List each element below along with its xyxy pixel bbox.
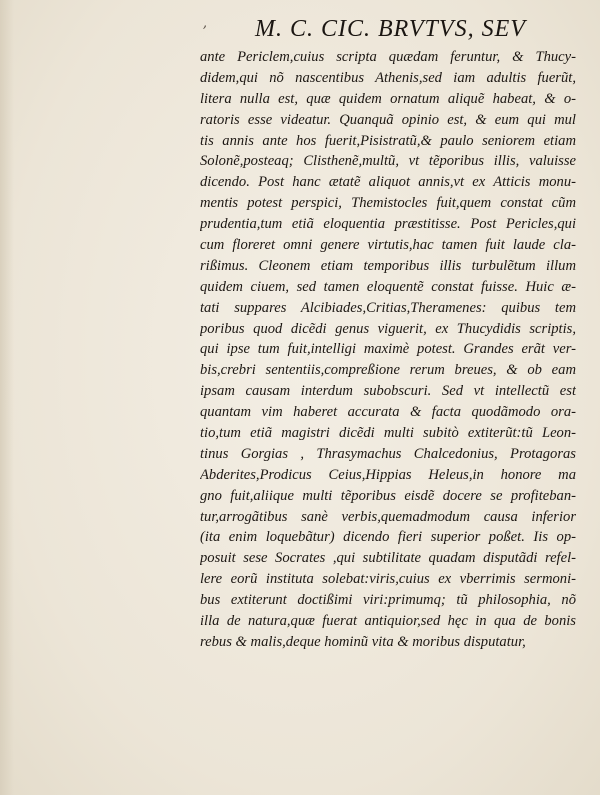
running-head: M. C. CIC. BRVTVS, SEV <box>255 16 526 42</box>
text-line: Abderites,Prodicus Ceius,Hippias Heleus,in honore ma <box>200 466 576 483</box>
text-line: tur,arrogãtibus sanè verbis,quemadmodum causa inferior <box>200 508 576 525</box>
text-line: rißimus. Cleonem etiam temporibus illis turbulẽtum illum <box>200 257 576 274</box>
text-line: quantam vim haberet accurata & facta quodãmodo ora- <box>200 404 576 421</box>
text-line: litera nulla est, quæ quidem ornatum aliquẽ habeat, & o- <box>200 90 576 107</box>
text-line: posuit sese Socrates ,qui subtilitate quadam disputãdi refel- <box>200 550 576 567</box>
text-line: (ita enim loquebãtur) dicendo fieri superior poßet. Iis op- <box>200 529 576 546</box>
text-line: prudentia,tum etiã eloquentia præstitisse. Post Pericles,qui <box>200 216 576 233</box>
corner-mark: ʼ <box>202 24 207 40</box>
text-line: quidem ciuem, sed tamen eloquentẽ constat fuisse. Huic æ- <box>200 278 576 295</box>
text-line: lere eorũ instituta solebat:viris,cuius ex vberrimis sermoni- <box>200 571 576 588</box>
text-line: tati suppares Alcibiades,Critias,Theramenes: quibus tem <box>200 299 576 316</box>
body-text <box>200 47 576 653</box>
page-edge-shadow <box>0 0 14 795</box>
text-line: didem,qui nõ nascentibus Athenis,sed iam adultis fuerũt, <box>200 69 576 86</box>
text-line: Solonẽ,posteaq; Clisthenẽ,multũ, vt tẽporibus illis, valuisse <box>200 153 576 170</box>
text-line: tinus Gorgias , Thrasymachus Chalcedonius, Protagoras <box>200 445 576 462</box>
text-line: mentis potest perspici, Themistocles fuit,quem constat cũm <box>200 195 576 212</box>
text-line: ante Periclem,cuius scripta quædam feruntur, & Thucy- <box>200 49 576 65</box>
text-line: bus extiterunt doctißimi viri:primumq; tũ philosophia, nõ <box>200 592 576 609</box>
text-line: cum floreret omni genere virtutis,hac tamen fuit laude cla- <box>200 237 576 254</box>
text-line: bis,crebri sententiis,compreßione rerum breues, & ob eam <box>200 362 576 379</box>
text-line: gno fuit,aliique multi tẽporibus eisdẽ docere se profiteban- <box>200 487 576 504</box>
text-line: dicendo. Post hanc ætatẽ aliquot annis,vt ex Atticis monu- <box>200 174 576 191</box>
text-line: ratoris esse videatur. Quanquã opinio est, & eum qui mul <box>200 111 576 128</box>
text-line: ipsam causam interdum subobscuri. Sed vt intellectũ est <box>200 383 576 400</box>
text-line: rebus & malis,deque hominũ vita & moribus disputatur, <box>200 633 526 650</box>
text-line: poribus quod dicẽdi genus viguerit, ex Thucydidis scriptis, <box>200 320 576 337</box>
text-line: tis annis ante hos fuerit,Pisistratũ,& paulo seniorem etiam <box>200 132 576 149</box>
text-line: qui ipse tum fuit,intelligi maximè potest. Grandes erãt ver- <box>200 341 576 358</box>
text-line: illa de natura,quæ fuerat antiquior,sed hęc in qua de bonis <box>200 613 576 630</box>
text-line: tio,tum etiã magistri dicẽdi multi subitò extiterũt:tũ Leon- <box>200 425 576 442</box>
